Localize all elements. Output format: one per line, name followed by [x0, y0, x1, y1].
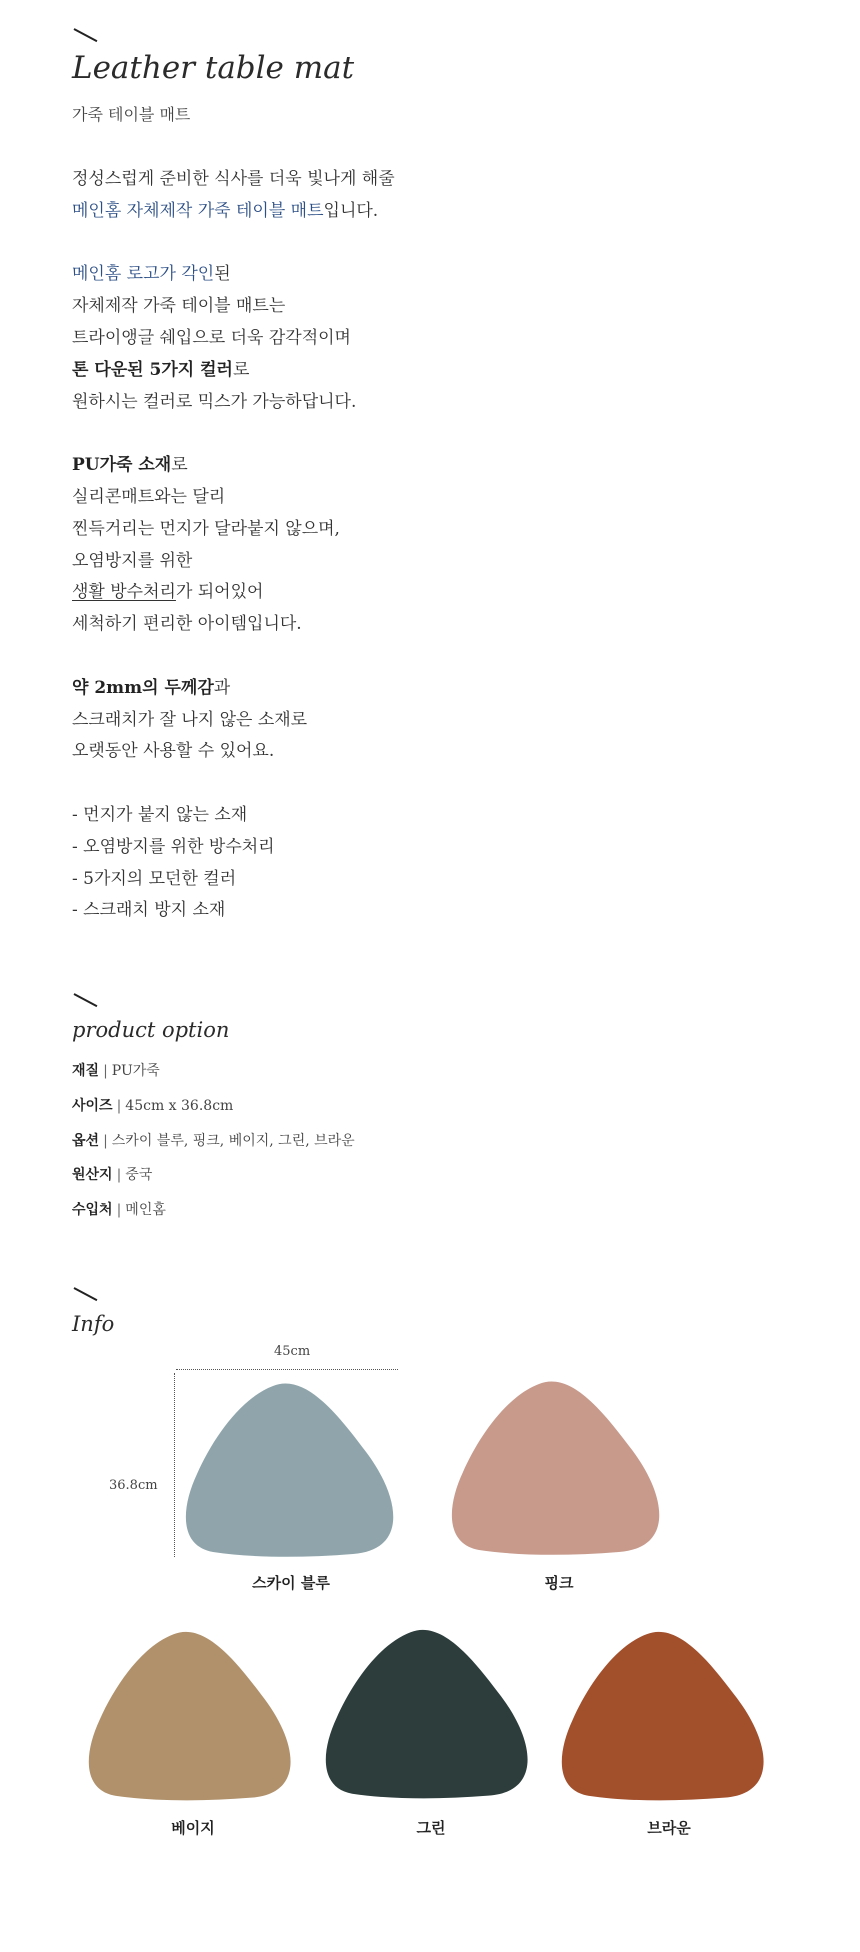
design-line: 원하시는 컬러로 믹스가 가능하답니다.	[72, 391, 357, 412]
design-line: 메인홈 로고가 각인된	[72, 264, 231, 285]
height-dimension-line	[174, 1373, 175, 1557]
slash-decoration	[74, 1287, 98, 1301]
mat-pink-swatch	[449, 1376, 671, 1556]
height-dimension-label: 36.8cm	[109, 1478, 158, 1493]
feature-item: - 오염방지를 위한 방수처리	[72, 836, 275, 857]
mat-beige-swatch	[86, 1626, 302, 1802]
material-line: PU가죽 소재로	[72, 455, 188, 476]
info-title: Info	[72, 1312, 115, 1336]
intro-line: 메인홈 자체제작 가죽 테이블 매트입니다.	[72, 200, 379, 221]
option-row: 사이즈 | 45cm x 36.8cm	[72, 1097, 234, 1114]
material-line: 오염방지를 위한	[72, 550, 193, 571]
brand-highlight: 메인홈 자체제작 가죽 테이블 매트	[72, 200, 324, 221]
slash-decoration	[74, 28, 98, 42]
mat-label-beige: 베이지	[171, 1819, 215, 1837]
thickness-line: 스크래치가 잘 나지 않은 소재로	[72, 709, 308, 730]
material-line: 찐득거리는 먼지가 달라붙지 않으며,	[72, 518, 340, 539]
thickness-line: 약 2mm의 두께감과	[72, 677, 231, 698]
mat-label-pink: 핑크	[544, 1574, 574, 1592]
mat-brown-swatch	[559, 1626, 775, 1802]
intro-line: 정성스럽게 준비한 식사를 더욱 빛나게 해줄	[72, 169, 395, 189]
page-subtitle: 가죽 테이블 매트	[72, 105, 191, 124]
mat-label-sky-blue: 스카이 블루	[252, 1574, 330, 1592]
option-list	[72, 1054, 355, 1228]
page-title: Leather table mat	[72, 50, 355, 86]
mat-label-brown: 브라운	[647, 1819, 691, 1837]
option-row: 옵션 | 스카이 블루, 핑크, 베이지, 그린, 브라운	[72, 1132, 355, 1149]
feature-item: - 5가지의 모던한 컬러	[72, 868, 237, 889]
feature-item: - 먼지가 붙지 않는 소재	[72, 804, 248, 825]
material-line: 세척하기 편리한 아이템입니다.	[72, 614, 302, 635]
feature-item: - 스크래치 방지 소재	[72, 900, 226, 921]
mat-label-green: 그린	[416, 1819, 446, 1837]
intro-paragraph	[72, 164, 395, 927]
design-line: 트라이앵글 쉐입으로 더욱 감각적이며	[72, 327, 351, 348]
design-line: 자체제작 가죽 테이블 매트는	[72, 296, 286, 317]
option-row: 수입처 | 메인홈	[72, 1202, 166, 1219]
material-line: 실리콘매트와는 달리	[72, 486, 226, 507]
logo-highlight: 메인홈 로고가 각인	[72, 264, 215, 285]
mat-sky-blue-swatch	[183, 1378, 405, 1558]
product-option-title: product option	[72, 1018, 230, 1042]
width-dimension-line	[176, 1369, 398, 1370]
width-dimension-label: 45cm	[274, 1344, 311, 1359]
option-row: 재질 | PU가죽	[72, 1063, 160, 1079]
material-line: 생활 방수처리가 되어있어	[72, 582, 264, 603]
mat-green-swatch	[323, 1624, 539, 1800]
slash-decoration	[74, 993, 98, 1007]
design-line: 톤 다운된 5가지 컬러로	[72, 359, 250, 380]
thickness-line: 오랫동안 사용할 수 있어요.	[72, 741, 275, 762]
option-row: 원산지 | 중국	[72, 1167, 153, 1184]
